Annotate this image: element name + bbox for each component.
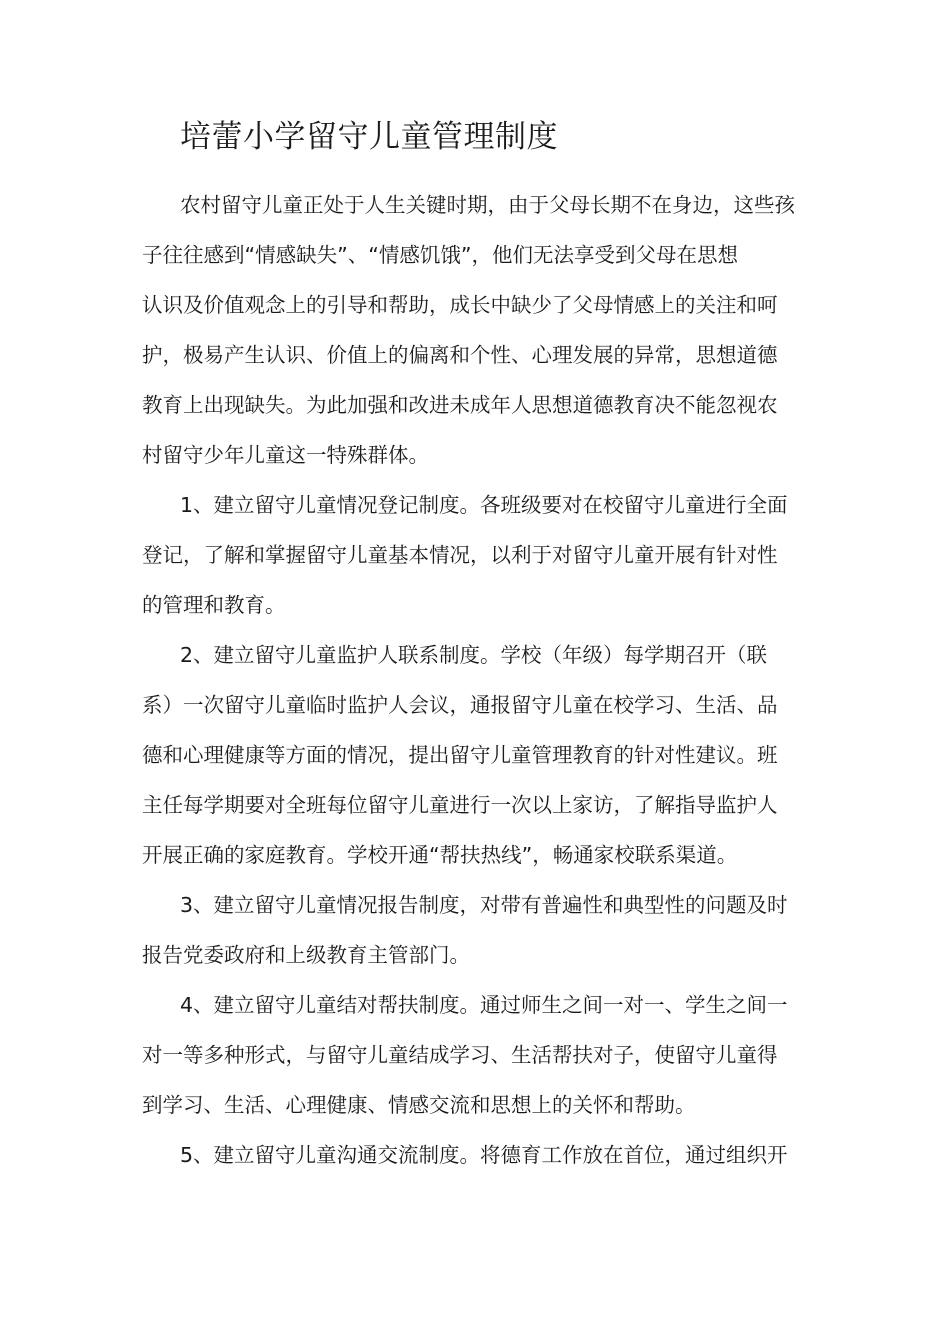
paragraph-item-2-line: 系）一次留守儿童临时监护人会议，通报留守儿童在校学习、生活、品 xyxy=(142,693,778,717)
paragraph-item-2-line: 2、建立留守儿童监护人联系制度。学校（年级）每学期召开（联 xyxy=(180,643,768,667)
paragraph-item-2-line: 主任每学期要对全班每位留守儿童进行一次以上家访，了解指导监护人 xyxy=(142,793,778,817)
paragraph-item-4-line: 对一等多种形式，与留守儿童结成学习、生活帮扶对子，使留守儿童得 xyxy=(142,1043,778,1067)
paragraph-intro-line: 子往往感到“情感缺失”、“情感饥饿”，他们无法享受到父母在思想 xyxy=(142,243,738,267)
paragraph-item-4-line: 到学习、生活、心理健康、情感交流和思想上的关怀和帮助。 xyxy=(142,1093,696,1117)
document-title: 培蕾小学留守儿童管理制度 xyxy=(180,119,558,155)
paragraph-intro-line: 教育上出现缺失。为此加强和改进未成年人思想道德教育决不能忽视农 xyxy=(142,393,778,417)
paragraph-item-2-line: 德和心理健康等方面的情况，提出留守儿童管理教育的针对性建议。班 xyxy=(142,743,778,767)
paragraph-item-2-line: 开展正确的家庭教育。学校开通“帮扶热线”，畅通家校联系渠道。 xyxy=(142,843,738,867)
paragraph-item-3-line: 3、建立留守儿童情况报告制度，对带有普遍性和典型性的问题及时 xyxy=(180,893,788,917)
paragraph-intro-line: 农村留守儿童正处于人生关键时期，由于父母长期不在身边，这些孩 xyxy=(180,193,795,217)
paragraph-intro-line: 护，极易产生认识、价值上的偏离和个性、心理发展的异常，思想道德 xyxy=(142,343,778,367)
paragraph-item-4-line: 4、建立留守儿童结对帮扶制度。通过师生之间一对一、学生之间一 xyxy=(180,993,788,1017)
paragraph-item-3-line: 报告党委政府和上级教育主管部门。 xyxy=(142,943,470,967)
paragraph-item-1-line: 的管理和教育。 xyxy=(142,593,286,617)
paragraph-item-1-line: 1、建立留守儿童情况登记制度。各班级要对在校留守儿童进行全面 xyxy=(180,493,788,517)
paragraph-intro-line: 认识及价值观念上的引导和帮助，成长中缺少了父母情感上的关注和呵 xyxy=(142,293,778,317)
paragraph-item-5-line: 5、建立留守儿童沟通交流制度。将德育工作放在首位，通过组织开 xyxy=(180,1143,788,1167)
paragraph-intro-line: 村留守少年儿童这一特殊群体。 xyxy=(142,443,429,467)
paragraph-item-1-line: 登记，了解和掌握留守儿童基本情况，以利于对留守儿童开展有针对性 xyxy=(142,543,778,567)
